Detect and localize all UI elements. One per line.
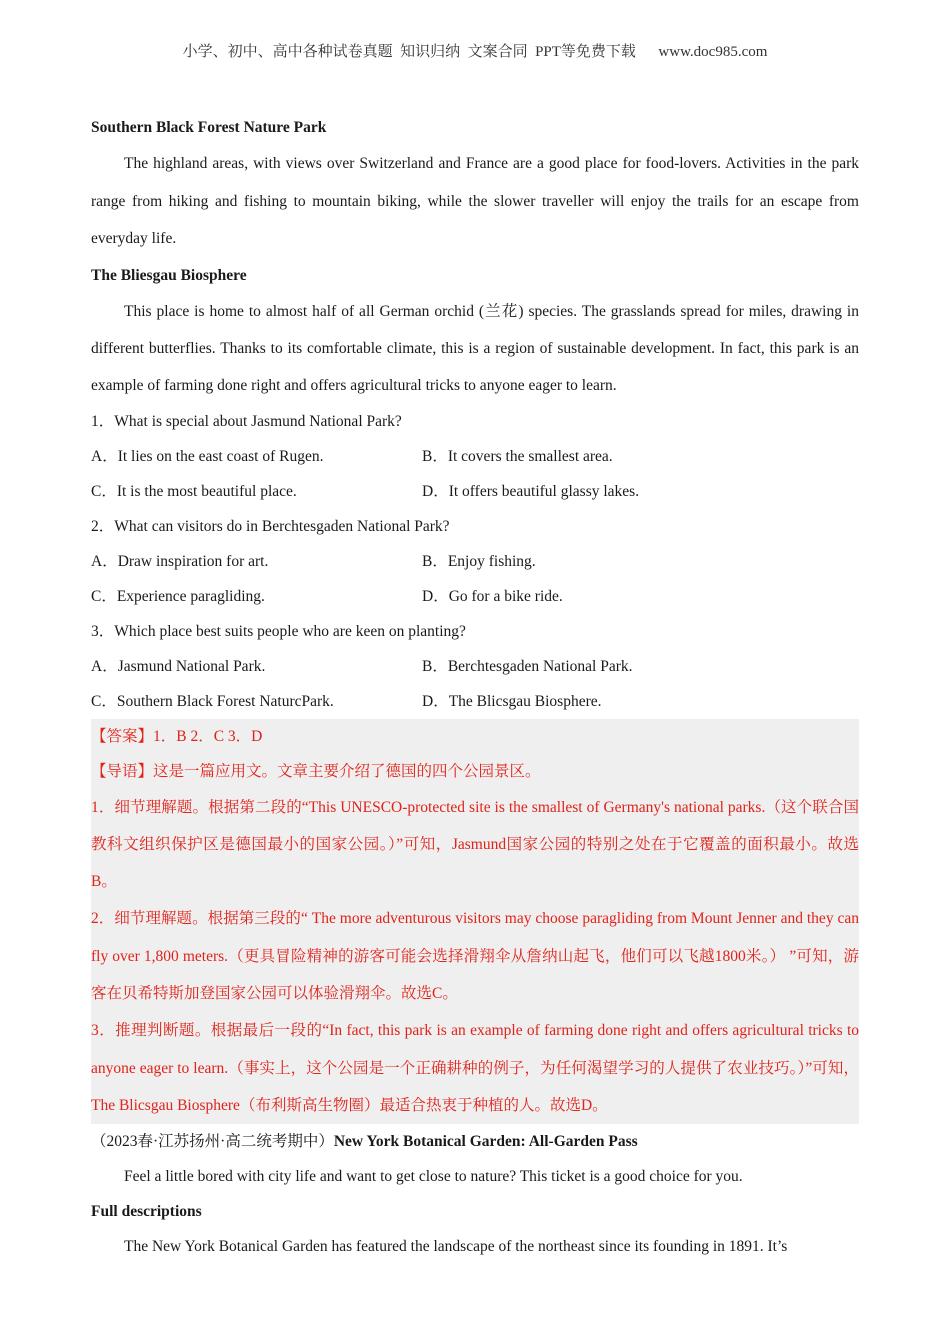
question-1-options-row-2 xyxy=(91,474,859,509)
paragraph-black-forest: The highland areas, with views over Switzerland and France are a good place for food-lovers. Activities in the park range from hiking and fishing to mountain biking, while the slower traveller will enjoy the trails for an escape from everyday life. xyxy=(91,155,859,247)
passage-intro: Feel a little bored with city life and want to get close to nature? This ticket is a good choice for you. xyxy=(124,1168,743,1186)
question-2: 2．What can visitors do in Berchtesgaden National Park? xyxy=(91,517,450,535)
option-1c: C．It is the most beautiful place. xyxy=(91,482,297,500)
section-title-black-forest: Southern Black Forest Nature Park xyxy=(91,119,327,136)
explanation-2: 2．细节理解题。根据第三段的“ The more adventurous visitors may choose paragliding from Mount Jenner and they can fly over 1,800 meters.（更具冒险精神的游客可能会选择滑翔伞从詹纳山起飞，他们可以飞越1800米。） ”可知，游客在贝希特斯加登国家公园可以体验滑翔伞。故选C。 xyxy=(91,910,859,1002)
question-2-options-row-1 xyxy=(91,544,859,579)
explanation-1: 1．细节理解题。根据第二段的“This UNESCO-protected site is the smallest of Germany's national parks.（这个联合国教科文组织保护区是德国最小的国家公园。）”可知，Jasmund国家公园的特别之处在于它覆盖的面积最小。故选B。 xyxy=(91,798,859,891)
option-2a: A．Draw inspiration for art. xyxy=(91,552,269,570)
answer-block xyxy=(91,719,859,1125)
answer-guide: 【导语】这是一篇应用文。文章主要介绍了德国的四个公园景区。 xyxy=(91,762,541,780)
option-1b: B．It covers the smallest area. xyxy=(422,447,613,465)
option-1a: A．It lies on the east coast of Rugen. xyxy=(91,447,324,465)
option-2c: C．Experience paragliding. xyxy=(91,587,265,605)
question-3-options-row-1 xyxy=(91,649,859,684)
question-1: 1．What is special about Jasmund National Park? xyxy=(91,412,402,430)
passage-subhead: Full descriptions xyxy=(91,1203,202,1221)
option-1d: D．It offers beautiful glassy lakes. xyxy=(422,482,640,500)
option-3a: A．Jasmund National Park. xyxy=(91,657,266,675)
answer-key: 【答案】1．B 2．C 3．D xyxy=(91,727,263,745)
section-title-bliesgau: The Bliesgau Biosphere xyxy=(91,266,247,284)
option-3b: B．Berchtesgaden National Park. xyxy=(422,657,633,675)
passage-text-start: The New York Botanical Garden has featured the landscape of the northeast since its founding in 1891. It’s xyxy=(124,1238,788,1256)
next-passage-heading xyxy=(91,1124,859,1159)
question-3-options-row-2 xyxy=(91,684,859,719)
option-3c: C．Southern Black Forest NaturcPark. xyxy=(91,692,334,710)
page-header: 小学、初中、高中各种试卷真题 知识归纳 文案合同 PPT等免费下载 www.doc985.com xyxy=(182,44,768,60)
explanation-3: 3．推理判断题。根据最后一段的“In fact, this park is an example of farming done right and offers agricultural tricks to anyone eager to learn.（事实上，这个公园是一个正确耕种的例子，为任何渴望学习的人提供了农业技巧。）”可知，The Blicsgau Biosphere（布利斯高生物圈）最适合热衷于种植的人。故选D。 xyxy=(91,1022,859,1114)
question-1-options-row-1 xyxy=(91,439,859,474)
option-2b: B．Enjoy fishing. xyxy=(422,552,536,570)
passage-title: New York Botanical Garden: All-Garden Pass xyxy=(333,1133,638,1151)
option-2d: D．Go for a bike ride. xyxy=(422,587,563,605)
option-3d: D．The Blicsgau Biosphere. xyxy=(422,692,602,710)
paragraph-bliesgau: This place is home to almost half of all German orchid (兰花) species. The grasslands spread for miles, drawing in different butterflies. Thanks to its comfortable climate, this is a region of sustainable development. In fact, this park is an example of farming done right and offers agricultural tricks to anyone eager to learn. xyxy=(91,302,859,394)
document-body xyxy=(91,110,859,1264)
passage-source: （2023春·江苏扬州·高二统考期中） xyxy=(91,1133,334,1151)
question-3: 3．Which place best suits people who are keen on planting? xyxy=(91,622,466,640)
question-2-options-row-2 xyxy=(91,579,859,614)
